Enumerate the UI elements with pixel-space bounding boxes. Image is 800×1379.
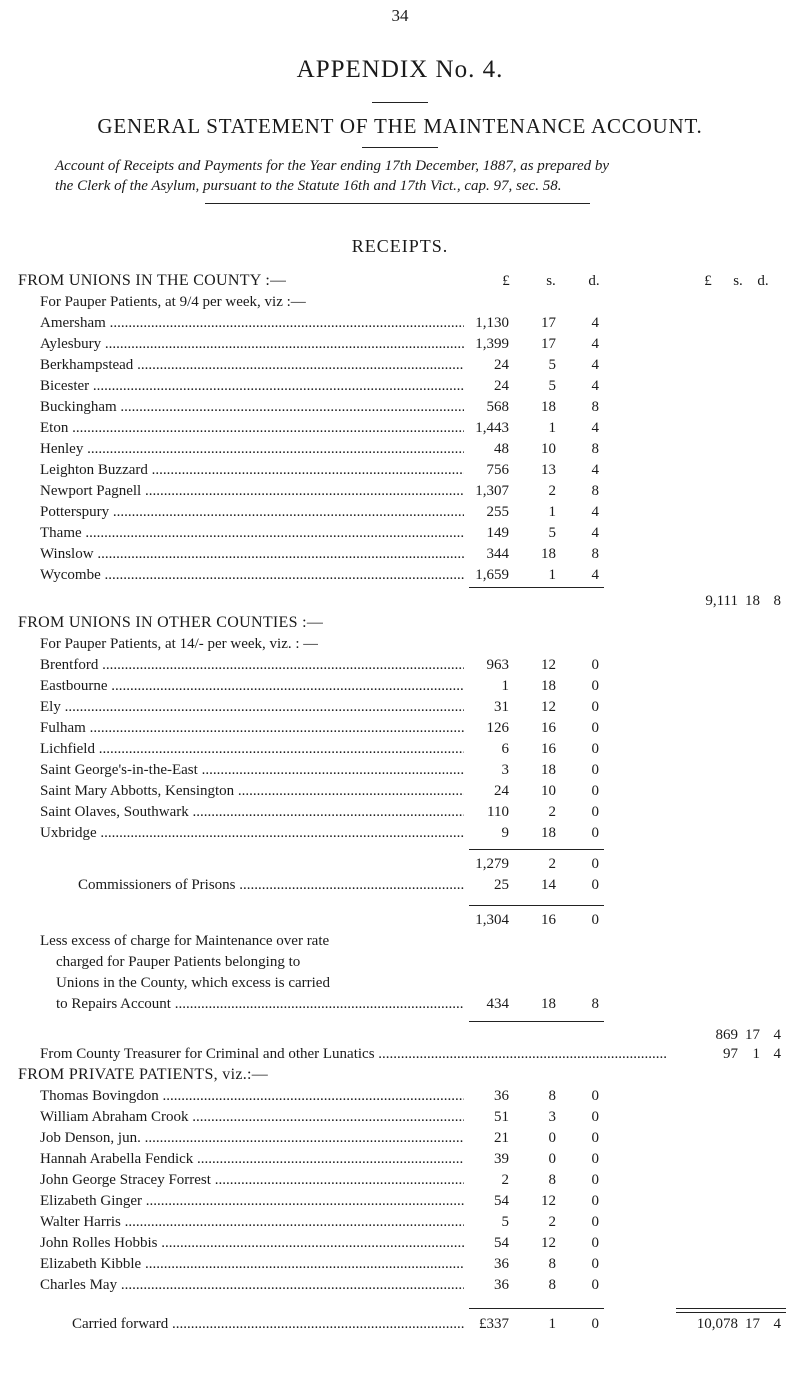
county-union-row — [0, 522, 800, 544]
prisons-row — [0, 874, 800, 896]
subtitle-rule — [205, 203, 590, 204]
private-patient-row-inner-pounds: 21 — [494, 1130, 509, 1146]
county-union-row-inner-shillings: 13 — [541, 462, 556, 478]
other-union-row — [0, 801, 800, 823]
page-number: 34 — [391, 6, 409, 25]
other-union-row — [0, 759, 800, 781]
other-unions-subtotal-inner-pounds: 1,279 — [475, 856, 509, 872]
private-patient-row-inner-pounds: 2 — [501, 1172, 509, 1188]
county-treasurer-row-outer-pence: 4 — [773, 1046, 781, 1062]
county-union-row-label: Winslow ..... — [40, 543, 464, 565]
county-union-row-inner-pence: 4 — [591, 462, 599, 478]
private-patient-row-label: Job Denson, jun. ..... — [40, 1127, 464, 1149]
private-patient-row-inner-pounds: 36 — [494, 1256, 509, 1272]
private-patient-row-inner-pounds: 54 — [494, 1235, 509, 1251]
main-title: GENERAL STATEMENT OF THE MAINTENANCE ACCOUNT. — [97, 114, 703, 138]
other-union-row-inner-pounds: 126 — [486, 720, 509, 736]
private-patient-row-label: Elizabeth Kibble ..... — [40, 1253, 464, 1275]
private-patient-row-inner-shillings: 8 — [548, 1256, 556, 1272]
appendix-title: APPENDIX No. 4. — [296, 56, 504, 83]
other-union-row — [0, 780, 800, 802]
county-union-row-inner-pounds: 48 — [494, 441, 509, 457]
carried-forward-row — [0, 1313, 800, 1335]
other-union-row-inner-pence: 0 — [591, 720, 599, 736]
county-unions-heading-label: FROM UNIONS IN THE COUNTY :— — [18, 272, 287, 289]
other-unions-subtotal — [0, 853, 800, 875]
private-patient-row-inner-pence: 0 — [591, 1277, 599, 1293]
county-union-row-label: Henley ..... — [40, 438, 464, 460]
county-unions-note-label: For Pauper Patients, at 9/4 per week, viz :— — [40, 294, 306, 310]
private-patient-row — [0, 1127, 800, 1149]
county-union-row-label: Wycombe ..... — [40, 564, 464, 586]
county-union-row — [0, 543, 800, 565]
other-union-row-inner-pounds: 1 — [501, 678, 509, 694]
county-union-row — [0, 312, 800, 334]
other-union-row — [0, 738, 800, 760]
private-patient-row-inner-shillings: 12 — [541, 1235, 556, 1251]
other-union-row-label: Fulham ..... — [40, 717, 464, 739]
county-union-row — [0, 375, 800, 397]
prisons-row-label: Commissioners of Prisons ..... — [78, 874, 464, 896]
other-unions-subtotal-2-inner-pounds: 1,304 — [475, 912, 509, 928]
grand-sum-rule — [676, 1308, 786, 1309]
private-patient-row-label: Hannah Arabella Fendick ..... — [40, 1148, 464, 1170]
private-patient-row-inner-shillings: 12 — [541, 1193, 556, 1209]
private-patient-row-inner-pence: 0 — [591, 1193, 599, 1209]
county-union-row-inner-pounds: 1,659 — [475, 567, 509, 583]
other-union-row-label: Ely ..... — [40, 696, 464, 718]
county-union-row-inner-shillings: 10 — [541, 441, 556, 457]
currency-header-shillings: s. — [546, 273, 556, 289]
currency-header-pence: d. — [588, 273, 600, 289]
less-sum-rule — [469, 1021, 604, 1022]
private-patient-row-label: Charles May ..... — [40, 1274, 464, 1296]
county-unions-total-outer-shillings: 18 — [745, 593, 760, 609]
carried-forward-row-inner-shillings: 1 — [548, 1316, 556, 1332]
private-patient-row-inner-pounds: 54 — [494, 1193, 509, 1209]
private-patient-row — [0, 1190, 800, 1212]
other-union-row-inner-shillings: 16 — [541, 720, 556, 736]
private-patient-row-inner-shillings: 8 — [548, 1088, 556, 1104]
private-patient-row-inner-shillings: 2 — [548, 1214, 556, 1230]
private-patient-row-inner-pounds: 51 — [494, 1109, 509, 1125]
other-union-row-inner-pounds: 3 — [501, 762, 509, 778]
other-union-row — [0, 717, 800, 739]
other-union-row-inner-shillings: 18 — [541, 678, 556, 694]
county-union-row-inner-pounds: 1,443 — [475, 420, 509, 436]
county-union-row-inner-pence: 4 — [591, 315, 599, 331]
private-patient-row — [0, 1106, 800, 1128]
county-union-row-inner-pounds: 344 — [486, 546, 509, 562]
private-patient-row-inner-pounds: 5 — [501, 1214, 509, 1230]
other-union-row-label: Saint George's-in-the-East ..... — [40, 759, 464, 781]
prisons-sum-rule — [469, 905, 604, 906]
other-union-row-inner-pounds: 110 — [487, 804, 509, 820]
carried-forward-row-outer-pounds: 10,078 — [696, 1316, 738, 1332]
county-unions-total-outer-pounds: 9,111 — [705, 593, 738, 609]
carried-forward-row-outer-pence: 4 — [773, 1316, 781, 1332]
private-patient-row-inner-pence: 0 — [591, 1172, 599, 1188]
other-union-row-inner-shillings: 18 — [541, 762, 556, 778]
other-unions-net-outer-pence: 4 — [773, 1027, 781, 1043]
county-union-row-label: Aylesbury ..... — [40, 333, 464, 355]
county-union-row — [0, 564, 800, 586]
currency-header-pence: d. — [757, 273, 769, 289]
private-patient-row-label: John George Stracey Forrest ..... — [40, 1169, 464, 1191]
other-union-row-inner-shillings: 18 — [541, 825, 556, 841]
currency-header-pounds: £ — [502, 273, 510, 289]
private-patient-row-inner-pence: 0 — [591, 1088, 599, 1104]
less-line-1 — [0, 930, 800, 952]
private-patient-row — [0, 1148, 800, 1170]
private-patient-row — [0, 1169, 800, 1191]
county-union-row-inner-shillings: 5 — [548, 378, 556, 394]
county-union-row-inner-shillings: 5 — [548, 357, 556, 373]
currency-header-pounds: £ — [704, 273, 712, 289]
other-union-row-inner-pounds: 6 — [501, 741, 509, 757]
currency-header-shillings: s. — [733, 273, 743, 289]
county-union-row-inner-pounds: 255 — [486, 504, 509, 520]
county-union-row-label: Newport Pagnell ..... — [40, 480, 464, 502]
private-sum-rule — [469, 1308, 604, 1309]
title-rule — [362, 147, 438, 148]
county-unions-total-outer-pence: 8 — [773, 593, 781, 609]
private-patient-row-inner-pence: 0 — [591, 1130, 599, 1146]
other-union-row-label: Eastbourne ..... — [40, 675, 464, 697]
other-unions-subtotal-2-inner-pence: 0 — [591, 912, 599, 928]
other-union-row-inner-pounds: 31 — [494, 699, 509, 715]
other-union-row-label: Brentford ..... — [40, 654, 464, 676]
other-unions-subtotal-2-inner-shillings: 16 — [541, 912, 556, 928]
county-union-row — [0, 417, 800, 439]
county-union-row-inner-shillings: 1 — [548, 567, 556, 583]
less-line-4-inner-shillings: 18 — [541, 996, 556, 1012]
county-union-row-label: Thame ..... — [40, 522, 464, 544]
county-union-row-inner-pence: 4 — [591, 567, 599, 583]
less-line-4-inner-pounds: 434 — [486, 996, 509, 1012]
county-union-row-inner-pence: 4 — [591, 357, 599, 373]
county-union-row-inner-shillings: 5 — [548, 525, 556, 541]
county-unions-note — [0, 291, 800, 313]
appendix-rule — [372, 102, 428, 103]
county-union-row-inner-pence: 8 — [591, 546, 599, 562]
private-patient-row-inner-pounds: 36 — [494, 1088, 509, 1104]
other-unions-subtotal-inner-pence: 0 — [591, 856, 599, 872]
other-union-row-inner-pounds: 24 — [494, 783, 509, 799]
county-treasurer-row-outer-pounds: 97 — [723, 1046, 738, 1062]
county-union-row-inner-pence: 8 — [591, 399, 599, 415]
county-union-row — [0, 438, 800, 460]
less-line-2 — [0, 951, 800, 973]
county-union-row-inner-shillings: 17 — [541, 315, 556, 331]
private-patient-row-inner-shillings: 8 — [548, 1172, 556, 1188]
prisons-row-inner-shillings: 14 — [541, 877, 556, 893]
other-unions-subtotal-inner-shillings: 2 — [548, 856, 556, 872]
county-union-row-inner-shillings: 17 — [541, 336, 556, 352]
county-union-row-label: Bicester ..... — [40, 375, 464, 397]
private-patient-row-inner-pounds: 36 — [494, 1277, 509, 1293]
less-line-2-label: charged for Pauper Patients belonging to — [56, 954, 301, 970]
other-union-row-inner-shillings: 12 — [541, 699, 556, 715]
county-union-row-inner-pounds: 1,399 — [475, 336, 509, 352]
carried-forward-row-outer-shillings: 17 — [745, 1316, 760, 1332]
less-line-4-inner-pence: 8 — [591, 996, 599, 1012]
county-union-row-inner-pence: 4 — [591, 420, 599, 436]
county-union-row-inner-pence: 4 — [591, 504, 599, 520]
county-union-row-label: Potterspury ..... — [40, 501, 464, 523]
other-unions-note-label: For Pauper Patients, at 14/- per week, viz. : — — [40, 636, 319, 652]
less-line-4 — [0, 993, 800, 1015]
other-unions-heading — [0, 612, 800, 634]
private-patient-row — [0, 1211, 800, 1233]
private-patient-row-inner-pence: 0 — [591, 1151, 599, 1167]
private-patient-row-label: Walter Harris ..... — [40, 1211, 464, 1233]
county-unions-heading — [0, 270, 800, 292]
county-union-row-inner-pounds: 568 — [486, 399, 509, 415]
county-union-row-inner-pence: 4 — [591, 378, 599, 394]
private-patient-row-inner-pounds: 39 — [494, 1151, 509, 1167]
county-union-row — [0, 354, 800, 376]
county-union-row — [0, 459, 800, 481]
private-patient-row-inner-pence: 0 — [591, 1109, 599, 1125]
prisons-row-inner-pence: 0 — [591, 877, 599, 893]
private-patient-row-label: John Rolles Hobbis ..... — [40, 1232, 464, 1254]
less-line-3-label: Unions in the County, which excess is carried — [56, 975, 330, 991]
private-patient-row — [0, 1232, 800, 1254]
county-union-row-inner-pounds: 1,307 — [475, 483, 509, 499]
county-union-row — [0, 333, 800, 355]
county-union-row-label: Leighton Buzzard ..... — [40, 459, 464, 481]
carried-forward-row-inner-pence: 0 — [591, 1316, 599, 1332]
private-patient-row-inner-pence: 0 — [591, 1214, 599, 1230]
county-treasurer-row — [0, 1043, 800, 1065]
county-union-row-inner-shillings: 2 — [548, 483, 556, 499]
private-patient-row-label: Thomas Bovingdon ..... — [40, 1085, 464, 1107]
county-union-row-inner-pounds: 24 — [494, 357, 509, 373]
other-union-row-inner-pounds: 963 — [486, 657, 509, 673]
other-unions-note — [0, 633, 800, 655]
other-union-row — [0, 654, 800, 676]
subtitle — [55, 156, 755, 196]
private-patients-heading-label: FROM PRIVATE PATIENTS, viz.:— — [18, 1066, 269, 1083]
other-unions-sum-rule — [469, 849, 604, 850]
other-union-row-inner-pence: 0 — [591, 762, 599, 778]
private-patient-row — [0, 1274, 800, 1296]
county-union-row-inner-pence: 4 — [591, 525, 599, 541]
county-union-row-label: Buckingham ..... — [40, 396, 464, 418]
other-union-row-label: Saint Mary Abbotts, Kensington ..... — [40, 780, 464, 802]
prisons-row-inner-pounds: 25 — [494, 877, 509, 893]
other-union-row-inner-pence: 0 — [591, 783, 599, 799]
carried-forward-row-inner-pounds: £337 — [479, 1316, 509, 1332]
private-patient-row — [0, 1085, 800, 1107]
subtitle-line-1: Account of Receipts and Payments for the Year ending 17th December, 1887, as prepared by — [55, 158, 610, 174]
other-union-row-label: Saint Olaves, Southwark ..... — [40, 801, 464, 823]
county-union-row — [0, 480, 800, 502]
county-unions-total — [0, 590, 800, 612]
other-union-row — [0, 822, 800, 844]
private-patient-row-inner-shillings: 0 — [548, 1151, 556, 1167]
less-line-1-label: Less excess of charge for Maintenance over rate — [40, 933, 330, 949]
county-union-row-inner-pence: 8 — [591, 483, 599, 499]
subtitle-line-2: the Clerk of the Asylum, pursuant to the Statute 16th and 17th Vict., cap. 97, sec. 58. — [55, 178, 562, 194]
other-union-row-label: Uxbridge ..... — [40, 822, 464, 844]
other-union-row-inner-pence: 0 — [591, 741, 599, 757]
county-union-row-inner-pounds: 149 — [486, 525, 509, 541]
private-patient-row-inner-shillings: 3 — [548, 1109, 556, 1125]
county-union-row-inner-pounds: 1,130 — [475, 315, 509, 331]
private-patient-row-inner-pence: 0 — [591, 1256, 599, 1272]
other-unions-net-outer-pounds: 869 — [715, 1027, 738, 1043]
other-union-row-inner-pounds: 9 — [501, 825, 509, 841]
other-union-row-inner-shillings: 12 — [541, 657, 556, 673]
other-union-row-label: Lichfield ..... — [40, 738, 464, 760]
county-treasurer-row-outer-shillings: 1 — [752, 1046, 760, 1062]
county-treasurer-row-label: From County Treasurer for Criminal and other Lunatics ..... — [40, 1043, 666, 1065]
other-union-row-inner-pence: 0 — [591, 825, 599, 841]
other-unions-subtotal-2 — [0, 909, 800, 931]
private-patient-row-label: William Abraham Crook ..... — [40, 1106, 464, 1128]
other-unions-heading-label: FROM UNIONS IN OTHER COUNTIES :— — [18, 614, 324, 631]
county-union-row-inner-shillings: 1 — [548, 504, 556, 520]
county-unions-sum-rule — [469, 587, 604, 588]
county-union-row-inner-pence: 8 — [591, 441, 599, 457]
county-union-row-label: Berkhampstead ..... — [40, 354, 464, 376]
other-union-row-inner-pence: 0 — [591, 678, 599, 694]
other-unions-net-outer-shillings: 17 — [745, 1027, 760, 1043]
other-union-row-inner-shillings: 2 — [548, 804, 556, 820]
less-line-4-label: to Repairs Account ..... — [56, 993, 464, 1015]
less-line-3 — [0, 972, 800, 994]
carried-forward-row-label: Carried forward ..... — [72, 1313, 464, 1335]
county-union-row-inner-pence: 4 — [591, 336, 599, 352]
private-patient-row-inner-pence: 0 — [591, 1235, 599, 1251]
other-union-row-inner-shillings: 16 — [541, 741, 556, 757]
other-union-row-inner-shillings: 10 — [541, 783, 556, 799]
county-union-row-inner-shillings: 18 — [541, 399, 556, 415]
other-union-row-inner-pence: 0 — [591, 699, 599, 715]
county-union-row-inner-shillings: 1 — [548, 420, 556, 436]
private-patient-row-label: Elizabeth Ginger ..... — [40, 1190, 464, 1212]
county-union-row-inner-shillings: 18 — [541, 546, 556, 562]
other-union-row — [0, 675, 800, 697]
private-patient-row — [0, 1253, 800, 1275]
private-patient-row-inner-shillings: 0 — [548, 1130, 556, 1146]
county-union-row — [0, 396, 800, 418]
other-union-row-inner-pence: 0 — [591, 657, 599, 673]
county-union-row-inner-pounds: 24 — [494, 378, 509, 394]
other-union-row-inner-pence: 0 — [591, 804, 599, 820]
section-title: RECEIPTS. — [351, 236, 449, 256]
county-union-row-label: Amersham ..... — [40, 312, 464, 334]
county-union-row-inner-pounds: 756 — [486, 462, 509, 478]
private-patients-heading — [0, 1064, 800, 1086]
other-union-row — [0, 696, 800, 718]
county-union-row — [0, 501, 800, 523]
private-patient-row-inner-shillings: 8 — [548, 1277, 556, 1293]
county-union-row-label: Eton ..... — [40, 417, 464, 439]
